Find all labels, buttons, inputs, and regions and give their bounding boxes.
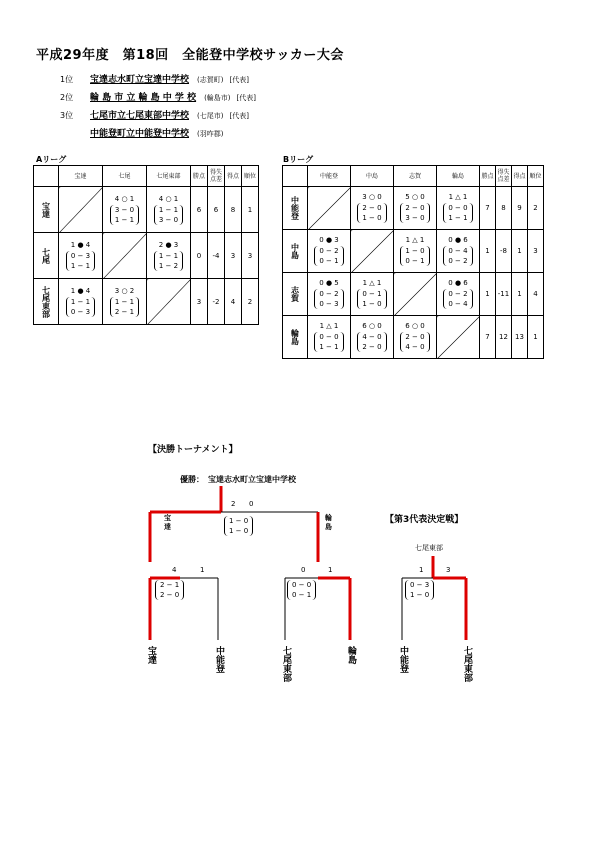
stat-cell: -4 xyxy=(208,233,225,279)
rank-rep: [代表] xyxy=(229,112,249,120)
stat-cell: 0 xyxy=(191,233,208,279)
stat-cell: 1 xyxy=(242,187,259,233)
tournament-heading: 【決勝トーナメント】 xyxy=(148,445,238,455)
semi1-score-left: 4 xyxy=(172,566,177,574)
stat-cell: 1 xyxy=(512,230,528,273)
header-cell: 得失 点差 xyxy=(208,166,225,187)
match-cell: 0 ● 6 0 − 4 0 − 2 xyxy=(437,230,480,273)
match-cell: 0 ● 3 0 − 2 0 − 1 xyxy=(308,230,351,273)
stat-cell: 3 xyxy=(225,233,242,279)
final-score-left: 2 xyxy=(231,500,236,508)
match-cell: 1 ● 4 1 − 1 0 − 3 xyxy=(59,279,103,325)
header-cell: 順位 xyxy=(528,166,544,187)
third-winner: 七尾東部 xyxy=(415,544,443,552)
semi2-score-left: 0 xyxy=(301,566,306,574)
match-cell: 0 ● 6 0 − 2 0 − 4 xyxy=(437,273,480,316)
third-score-right: 3 xyxy=(446,566,451,574)
team-cell: 七尾東部 xyxy=(34,279,59,325)
match-cell: 3 ○ 0 2 − 0 1 − 0 xyxy=(351,187,394,230)
header-cell: 七尾 xyxy=(103,166,147,187)
header-cell: 勝点 xyxy=(480,166,496,187)
stat-cell: 6 xyxy=(191,187,208,233)
rank-pos: 1位 xyxy=(60,75,74,84)
semi1-score-right: 1 xyxy=(200,566,205,574)
header-cell: 志賀 xyxy=(394,166,437,187)
semi2-score-right: 1 xyxy=(328,566,333,574)
stat-cell: -8 xyxy=(496,230,512,273)
rank-school: 七尾市立七尾東部中学校 xyxy=(90,111,190,121)
team-cell: 志賀 xyxy=(283,273,308,316)
match-cell: 1 ● 4 0 − 3 1 − 1 xyxy=(59,233,103,279)
third-score-left: 1 xyxy=(419,566,424,574)
stat-cell: 7 xyxy=(480,187,496,230)
third-team-right: 七尾東部 xyxy=(462,646,472,682)
team-cell: 輪島 xyxy=(283,316,308,359)
stat-cell: 3 xyxy=(191,279,208,325)
stat-cell: 4 xyxy=(225,279,242,325)
stat-cell: -11 xyxy=(496,273,512,316)
team-cell: 七尾 xyxy=(34,233,59,279)
stat-cell: 13 xyxy=(512,316,528,359)
rank-city: (七尾市) xyxy=(197,112,224,120)
stat-cell: 3 xyxy=(242,233,259,279)
match-cell: 6 ○ 0 4 − 0 2 − 0 xyxy=(351,316,394,359)
match-cell: 0 ● 5 0 − 2 0 − 3 xyxy=(308,273,351,316)
stat-cell: 9 xyxy=(512,187,528,230)
stat-cell: 2 xyxy=(242,279,259,325)
header-cell: 七尾東部 xyxy=(147,166,191,187)
match-cell: 2 ● 3 1 − 1 1 − 2 xyxy=(147,233,191,279)
stat-cell: 12 xyxy=(496,316,512,359)
header-cell: 勝点 xyxy=(191,166,208,187)
header-cell: 得点 xyxy=(225,166,242,187)
stat-cell: 6 xyxy=(208,187,225,233)
rank-city: (羽咋郡) xyxy=(197,130,224,138)
stat-cell: 2 xyxy=(528,187,544,230)
stat-cell: 3 xyxy=(528,230,544,273)
match-cell: 5 ○ 0 2 − 0 3 − 0 xyxy=(394,187,437,230)
rank-rep: [代表] xyxy=(229,76,249,84)
team-cell: 中能登 xyxy=(283,187,308,230)
team-houdatsu: 宝達 xyxy=(146,646,156,664)
rank-school: 中能登町立中能登中学校 xyxy=(90,129,190,139)
league-b-name: Bリーグ xyxy=(283,155,314,164)
team-wajima: 輪島 xyxy=(346,646,356,664)
stat-cell: 1 xyxy=(480,273,496,316)
league-a-name: Aリーグ xyxy=(36,155,67,164)
match-cell: 1 △ 1 0 − 0 1 − 1 xyxy=(437,187,480,230)
tournament-winner: 優勝： 宝達志水町立宝達中学校 xyxy=(180,475,296,484)
rank-rep: [代表] xyxy=(236,94,257,102)
header-cell: 宝達 xyxy=(59,166,103,187)
semi2-halves: 0 − 0 0 − 1 xyxy=(287,580,316,601)
match-cell: 4 ○ 1 1 − 1 3 − 0 xyxy=(147,187,191,233)
rank-pos: 3位 xyxy=(60,111,74,120)
match-cell: 4 ○ 1 3 − 0 1 − 1 xyxy=(103,187,147,233)
rank-city: (輪島市) xyxy=(204,94,231,102)
header-cell: 中能登 xyxy=(308,166,351,187)
rank-city: (志賀町) xyxy=(197,76,224,84)
header-cell: 得点 xyxy=(512,166,528,187)
stat-cell: -2 xyxy=(208,279,225,325)
final-score-right: 0 xyxy=(249,500,254,508)
stat-cell: 4 xyxy=(528,273,544,316)
final-right-name: 輪島 xyxy=(325,514,332,531)
match-cell: 1 △ 1 0 − 1 1 − 0 xyxy=(351,273,394,316)
match-cell: 1 △ 1 1 − 0 0 − 1 xyxy=(394,230,437,273)
rank-pos: 2位 xyxy=(60,93,74,102)
stat-cell: 8 xyxy=(225,187,242,233)
header-cell: 輪島 xyxy=(437,166,480,187)
rank-school: 輪 島 市 立 輪 島 中 学 校 xyxy=(90,93,197,103)
team-nanao-tobu: 七尾東部 xyxy=(281,646,291,682)
third-heading: 【第3代表決定戦】 xyxy=(385,515,464,525)
stat-cell: 1 xyxy=(512,273,528,316)
stat-cell: 1 xyxy=(528,316,544,359)
third-halves: 0 − 3 1 − 0 xyxy=(405,580,434,601)
final-left-name: 宝達 xyxy=(164,514,171,531)
rank-school: 宝達志水町立宝達中学校 xyxy=(90,75,190,85)
match-cell: 6 ○ 0 2 − 0 4 − 0 xyxy=(394,316,437,359)
match-cell: 3 ○ 2 1 − 1 2 − 1 xyxy=(103,279,147,325)
match-cell: 1 △ 1 0 − 0 1 − 1 xyxy=(308,316,351,359)
header-cell: 得失 点差 xyxy=(496,166,512,187)
semi1-halves: 2 − 1 2 − 0 xyxy=(155,580,184,601)
page-title: 平成29年度 第18回 全能登中学校サッカー大会 xyxy=(36,48,344,63)
stat-cell: 8 xyxy=(496,187,512,230)
team-nakanoto: 中能登 xyxy=(214,646,224,673)
header-cell: 中島 xyxy=(351,166,394,187)
third-team-left: 中能登 xyxy=(398,646,408,673)
team-cell: 宝達 xyxy=(34,187,59,233)
stat-cell: 1 xyxy=(480,230,496,273)
final-halves: 1 − 0 1 − 0 xyxy=(224,516,253,537)
stat-cell: 7 xyxy=(480,316,496,359)
header-cell: 順位 xyxy=(242,166,259,187)
team-cell: 中島 xyxy=(283,230,308,273)
